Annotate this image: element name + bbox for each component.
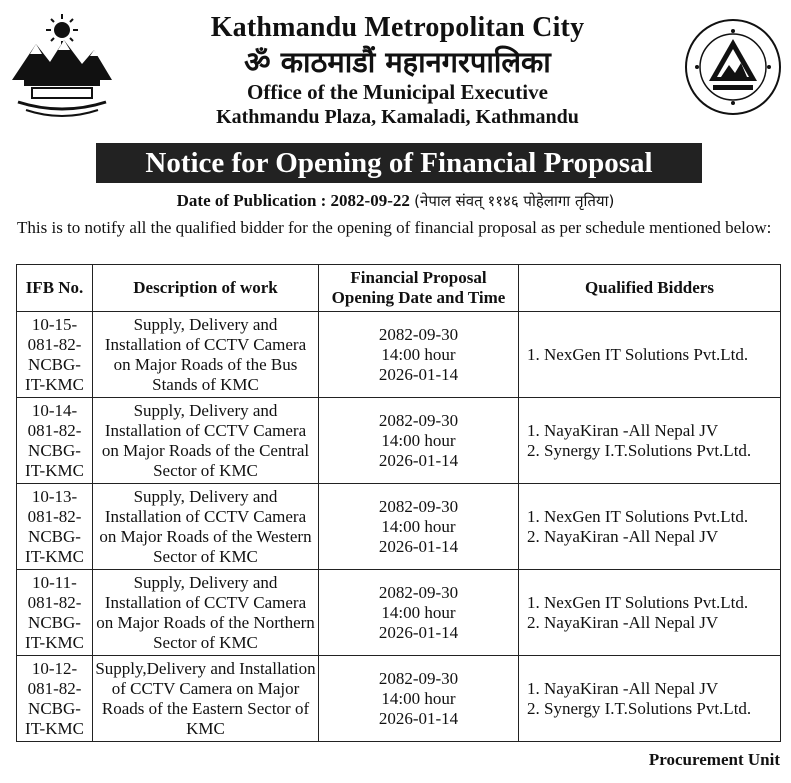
bidder-item: 1. NayaKiran -All Nepal JV: [527, 678, 719, 698]
work-description-cell: Supply, Delivery and Installation of CCTV Camera on Major Roads of the Central Sector of KMC: [93, 398, 319, 484]
publication-date-label: Date of Publication : 2082-09-22: [176, 191, 410, 210]
qualified-bidders-cell: [519, 570, 781, 656]
qualified-bidders-cell: [519, 398, 781, 484]
org-name-native: ॐ काठमाडौं महानगरपालिका: [244, 45, 551, 79]
bidder-item: 1. NexGen IT Solutions Pvt.Ltd.: [527, 506, 749, 526]
opening-datetime-cell: [319, 398, 519, 484]
work-description-cell: Supply, Delivery and Installation of CCTV Camera on Major Roads of the Northern Sector of KMC: [93, 570, 319, 656]
opening-date-ad: 2026-01-14: [378, 536, 459, 556]
notice-title-banner: Notice for Opening of Financial Proposal: [96, 143, 702, 183]
publication-date-native: (नेपाल संवत् ११४६ पोहेलागा तृतिया): [414, 192, 615, 210]
opening-date-ad: 2026-01-14: [378, 364, 459, 384]
office-name: Office of the Municipal Executive: [247, 80, 548, 104]
bidder-item: 1. NexGen IT Solutions Pvt.Ltd.: [527, 592, 749, 612]
work-description-cell: Supply,Delivery and Installation of CCTV Camera on Major Roads of the Eastern Sector of KMC: [93, 656, 319, 742]
ifb-number-cell: 10-11-081-82-NCBG-IT-KMC: [17, 570, 93, 656]
opening-datetime-cell: [319, 570, 519, 656]
intro-paragraph: This is to notify all the qualified bidder for the opening of financial proposal as per schedule mentioned below:: [17, 218, 772, 237]
opening-date: 2082-09-30: [378, 496, 459, 516]
procurement-unit-signature: Procurement Unit: [648, 750, 780, 769]
opening-date: 2082-09-30: [378, 582, 459, 602]
bidder-item: 2. NayaKiran -All Nepal JV: [527, 612, 719, 632]
qualified-bidders-cell: [519, 312, 781, 398]
table-header-row: [17, 265, 781, 312]
bidder-item: 2. NayaKiran -All Nepal JV: [527, 526, 719, 546]
opening-time: 14:00 hour: [381, 602, 456, 622]
bid-opening-table: [16, 264, 781, 742]
opening-date-ad: 2026-01-14: [378, 708, 459, 728]
column-header-opening: Financial Proposal Opening Date and Time: [319, 265, 519, 312]
publication-date: [0, 190, 791, 212]
table-row: [17, 570, 781, 656]
column-header-description: Description of work: [93, 265, 319, 312]
org-name: Kathmandu Metropolitan City: [210, 12, 585, 43]
column-header-bidders: Qualified Bidders: [519, 265, 781, 312]
table-row: [17, 656, 781, 742]
bidder-item: 2. Synergy I.T.Solutions Pvt.Ltd.: [527, 698, 752, 718]
opening-datetime-cell: [319, 656, 519, 742]
opening-datetime-cell: [319, 312, 519, 398]
ifb-number-cell: 10-12-081-82-NCBG-IT-KMC: [17, 656, 93, 742]
qualified-bidders-cell: [519, 484, 781, 570]
opening-date: 2082-09-30: [378, 324, 459, 344]
opening-date: 2082-09-30: [378, 410, 459, 430]
title-block: [120, 12, 675, 129]
notice-header: [0, 0, 791, 140]
opening-date-ad: 2026-01-14: [378, 450, 459, 470]
opening-time: 14:00 hour: [381, 344, 456, 364]
table-row: [17, 312, 781, 398]
opening-time: 14:00 hour: [381, 516, 456, 536]
opening-date-ad: 2026-01-14: [378, 622, 459, 642]
qualified-bidders-cell: [519, 656, 781, 742]
bidder-item: 2. Synergy I.T.Solutions Pvt.Ltd.: [527, 440, 752, 460]
ifb-number-cell: 10-15-081-82-NCBG-IT-KMC: [17, 312, 93, 398]
bidder-item: 1. NayaKiran -All Nepal JV: [527, 420, 719, 440]
office-address: Kathmandu Plaza, Kamaladi, Kathmandu: [216, 106, 579, 128]
work-description-cell: Supply, Delivery and Installation of CCTV Camera on Major Roads of the Western Sector of KMC: [93, 484, 319, 570]
table-row: [17, 398, 781, 484]
table-row: [17, 484, 781, 570]
opening-time: 14:00 hour: [381, 688, 456, 708]
city-emblem-icon: [8, 10, 116, 120]
opening-time: 14:00 hour: [381, 430, 456, 450]
ifb-number-cell: 10-13-081-82-NCBG-IT-KMC: [17, 484, 93, 570]
opening-datetime-cell: [319, 484, 519, 570]
column-header-ifb: IFB No.: [17, 265, 93, 312]
city-seal-icon: [683, 17, 783, 117]
opening-date: 2082-09-30: [378, 668, 459, 688]
bidder-item: 1. NexGen IT Solutions Pvt.Ltd.: [527, 344, 749, 364]
work-description-cell: Supply, Delivery and Installation of CCTV Camera on Major Roads of the Bus Stands of KMC: [93, 312, 319, 398]
ifb-number-cell: 10-14-081-82-NCBG-IT-KMC: [17, 398, 93, 484]
table-body: [17, 312, 781, 742]
